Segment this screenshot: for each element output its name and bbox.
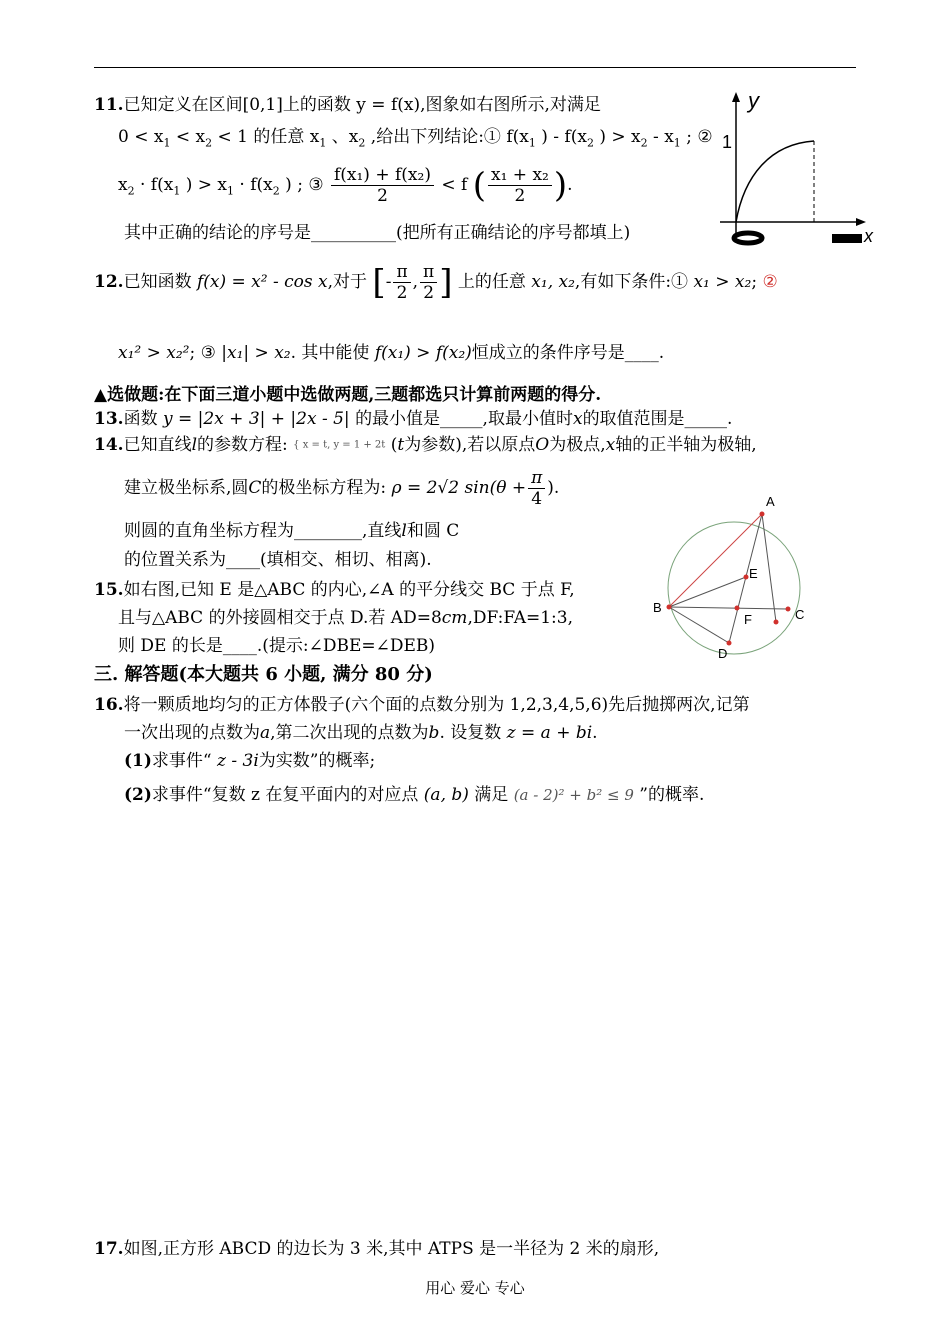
q11-cond2-marker: ; ② xyxy=(686,127,713,147)
segment-BE xyxy=(669,577,746,607)
label-A: A xyxy=(766,494,775,509)
q12-text-f: 恒成立的条件序号是____. xyxy=(471,343,665,363)
q14-pi-over-4: $\frac{\pi}{4}$ xyxy=(528,468,545,509)
q12-text-a: 已知函数 xyxy=(123,272,192,292)
point-C2 xyxy=(774,620,779,625)
y-axis-arrow-icon xyxy=(732,92,740,102)
side-AB xyxy=(669,514,762,607)
q12-text-b: ,对于 xyxy=(327,272,368,292)
q12-inequality: f(x₁) > f(x₂) xyxy=(374,343,472,363)
page-footer: 用心 爱心 专心 xyxy=(425,1279,525,1297)
q14-param-eq: { x = t, y = 1 + 2t xyxy=(293,439,386,451)
q11-number: 11. xyxy=(94,95,124,115)
optional-heading: ▲选做题:在下面三道小题中选做两题,三题都选只计算前两题的得分. xyxy=(94,385,602,405)
q11-line4: 其中正确的结论的序号是__________(把所有正确结论的序号都填上) xyxy=(124,223,631,243)
q16-p1-expr: z - 3i xyxy=(217,751,259,771)
q12-line2 xyxy=(118,338,664,368)
q15-line1: 15.如右图,已知 E 是△ABC 的内心,∠A 的平分线交 BC 于点 F, xyxy=(94,580,575,600)
q16-complex: z = a + bi xyxy=(506,723,593,743)
q16-number: 16. xyxy=(94,695,124,715)
label-E: E xyxy=(749,566,758,581)
q11-cond1-d: - x xyxy=(653,127,674,147)
q11-c2-b: · f(x xyxy=(140,175,174,195)
q11-ineq-a: 0 < x xyxy=(118,127,164,147)
q11-cond1-a: ,给出下列结论:① f(x xyxy=(370,127,529,147)
q12-pi-half-1: $\frac{\pi}{2}$ xyxy=(393,262,410,303)
q12-pi-half-2: $\frac{\pi}{2}$ xyxy=(420,262,437,303)
segment-BD xyxy=(669,607,729,643)
q11-c2-d: · f(x xyxy=(239,175,273,195)
point-C xyxy=(786,607,791,612)
side-AC xyxy=(762,514,776,622)
q13-line: 13.函数 y = |2x + 3| + |2x - 5| 的最小值是_____,取最小值时x的取值范围是_____. xyxy=(94,409,733,429)
function-graph xyxy=(700,86,890,248)
q12-cond3-marker: ; ③ xyxy=(189,343,216,363)
q16-point: (a, b) xyxy=(423,785,469,805)
function-curve xyxy=(736,141,814,222)
q12-text-e: . 其中能使 xyxy=(290,343,370,363)
origin-label xyxy=(734,233,762,243)
q14-line4: 的位置关系为____(填相交、相切、相离). xyxy=(124,550,432,570)
side-BC xyxy=(669,607,788,609)
q11-cond3-marker: ; ③ xyxy=(297,175,324,195)
q12-text-c: 上的任意 xyxy=(457,272,526,292)
point-A xyxy=(760,512,765,517)
q12-text-d: ,有如下条件:① xyxy=(574,272,689,292)
q11-ineq-b: < x xyxy=(175,127,206,147)
q16-p2-expr: (a - 2)² + b² ≤ 9 xyxy=(513,786,634,804)
label-D: D xyxy=(718,646,728,661)
x-axis-arrow-icon xyxy=(856,218,866,226)
q14-number: 14. xyxy=(94,435,124,455)
q12-vars: x₁, x₂ xyxy=(531,272,575,292)
circle-figure xyxy=(650,490,810,665)
x-label: x xyxy=(864,226,873,246)
y-label: y xyxy=(748,88,759,113)
q12-cond3: |x₁| > x₂ xyxy=(221,343,291,363)
q17-number: 17. xyxy=(94,1239,124,1259)
q16-line1: 16.将一颗质地均匀的正方体骰子(六个面的点数分别为 1,2,3,4,5,6)先后抛掷两次,记第 xyxy=(94,695,750,715)
q11-fraction-left: $\frac{\text{f(x₁) + f(x₂)}}{2}$ xyxy=(331,165,434,206)
q12-cond1: x₁ > x₂ xyxy=(693,272,752,292)
one-label: 1 xyxy=(722,132,733,152)
q15-line3: 则 DE 的长是____.(提示:∠DBE=∠DEB) xyxy=(118,636,436,656)
q11-cond1-b: ) - f(x xyxy=(541,127,587,147)
point-F xyxy=(735,606,740,611)
q12-function: f(x) = x² - cos x xyxy=(196,272,328,292)
q13-function: y = |2x + 3| + |2x - 5| xyxy=(162,409,350,429)
q11-line2: $0 < x_1 < x_2 < 1$ 的任意 $x_1$ 、$x_2$ ,给出下列结论:① $f(x_1$ ) - $f(x_2$ ) > $x_2 - x_1$ ; ② xyxy=(118,127,713,150)
point-B xyxy=(667,605,672,610)
top-rule xyxy=(94,67,856,68)
q11-c2-a: x xyxy=(118,175,128,195)
q15-line2: 且与△ABC 的外接圆相交于点 D.若 AD=8cm,DF:FA=1:3, xyxy=(118,608,573,628)
q12-line1: 12.已知函数 f(x) = x² - cos x,对于 [- $\frac{\pi}{2}$ , $\frac{\pi}{2}$ ] 上的任意 x₁, x₂,有如下条件:① x₁ > x₂; ② xyxy=(94,262,778,303)
q11-ineq-c: < 1 的任意 x xyxy=(217,127,320,147)
q11-line3: $x_2 \cdot f(x_1$ ) > $x_1 \cdot f(x_2$ ) ; ③ $\frac{\text{f(x₁) + f(x₂)}}{2}$ < f ( $\frac{\text{x₁ + x₂}}{2}$ ). xyxy=(118,165,573,206)
q11-c2-c: ) > x xyxy=(185,175,228,195)
q11-fraction-right: $\frac{\text{x₁ + x₂}}{2}$ xyxy=(488,165,552,206)
q14-line1: 14.已知直线l的参数方程: { x = t, y = 1 + 2t (t为参数),若以原点O为极点,x轴的正半轴为极轴, xyxy=(94,435,757,455)
point-E xyxy=(744,575,749,580)
q13-number: 13. xyxy=(94,409,124,429)
q11-lt-f: < f xyxy=(441,175,468,195)
q14-line2: 建立极坐标系,圆C的极坐标方程为: ρ = 2√2 sin(θ + $\frac{\pi}{4}$ ). xyxy=(124,468,560,509)
q16-line2: 一次出现的点数为a,第二次出现的点数为b. 设复数 z = a + bi. xyxy=(124,723,598,743)
q11-ineq-d: 、x xyxy=(331,127,359,147)
q14-polar-eq: ρ = 2√2 sin(θ + xyxy=(391,478,527,498)
q11-cond1-c: ) > x xyxy=(599,127,641,147)
q16-part1: (1)求事件“ z - 3i为实数”的概率; xyxy=(124,751,376,771)
point-D xyxy=(727,641,732,646)
q11-text1: 已知定义在区间[0,1]上的函数 y = f(x),图象如右图所示,对满足 xyxy=(123,95,601,115)
q14-line3: 则圆的直角坐标方程为________,直线l和圆 C xyxy=(124,521,460,541)
x-one-label xyxy=(832,234,862,243)
section3-heading: 三. 解答题(本大题共 6 小题, 满分 80 分) xyxy=(94,664,433,685)
q17-line: 17.如图,正方形 ABCD 的边长为 3 米,其中 ATPS 是一半径为 2 米的扇形, xyxy=(94,1239,660,1259)
q11-line1 xyxy=(94,94,601,116)
label-B: B xyxy=(653,600,662,615)
q16-part2: (2)求事件“复数 z 在复平面内的对应点 (a, b) 满足 (a - 2)² + b² ≤ 9 ”的概率. xyxy=(124,785,705,805)
q12-cond2-marker: ② xyxy=(762,272,778,292)
q12-cond2: x₁² > x₂² xyxy=(118,343,190,363)
label-F: F xyxy=(744,612,752,627)
label-C: C xyxy=(795,607,805,622)
q15-number: 15. xyxy=(94,580,124,600)
q11-c2-e: ) xyxy=(285,175,292,195)
q12-number: 12. xyxy=(94,272,124,292)
